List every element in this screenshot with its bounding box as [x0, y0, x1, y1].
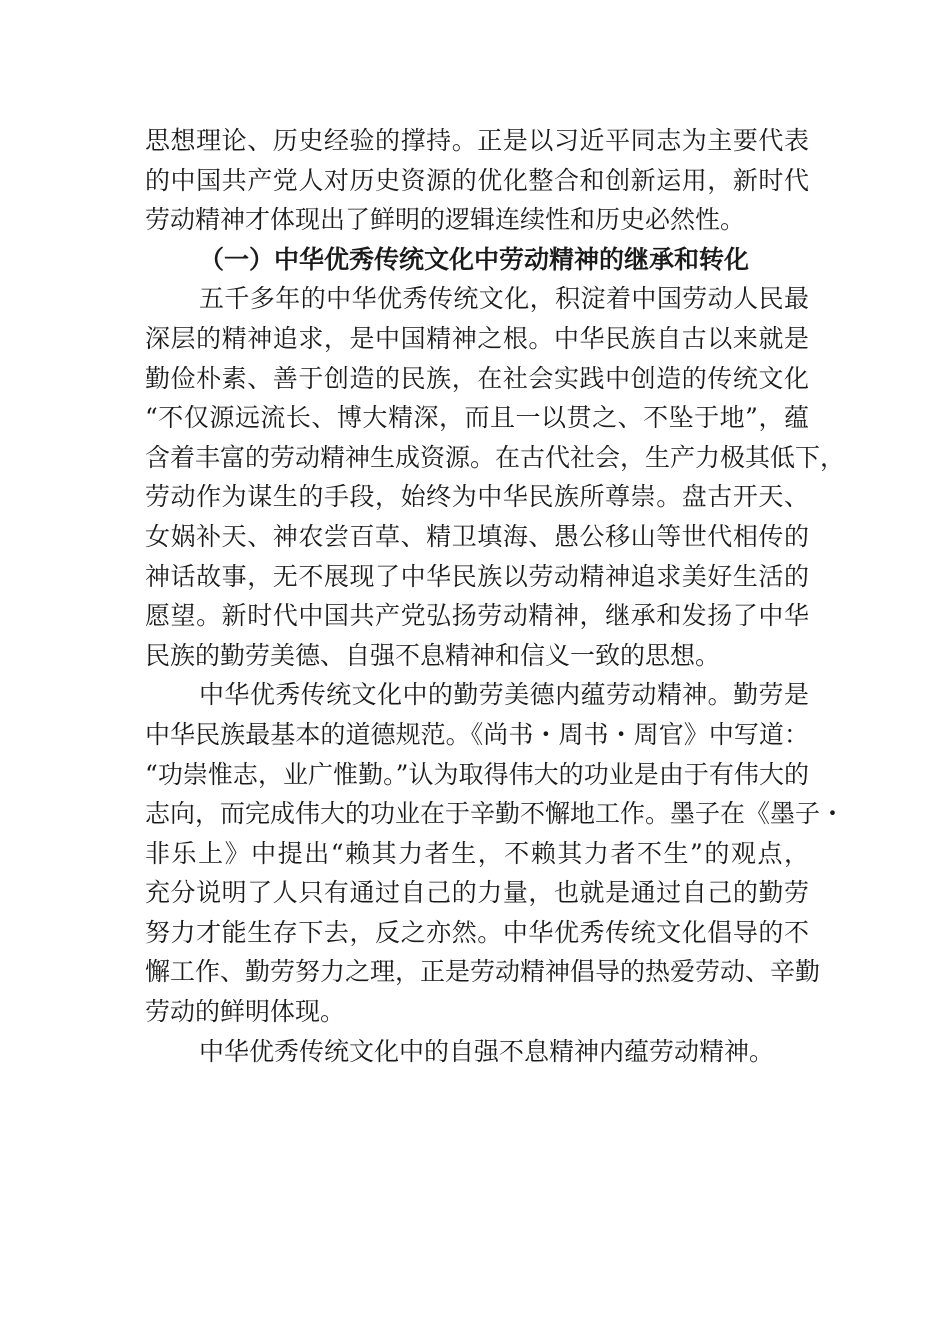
text-line: 五千多年的中华优秀传统文化，积淀着中国劳动人民最	[199, 284, 809, 314]
text-line: 充分说明了人只有通过自己的力量，也就是通过自己的勤劳	[145, 878, 809, 908]
text-line: “功崇惟志，业广惟勤。”认为取得伟大的功业是由于有伟大的	[145, 759, 809, 789]
text-line: 劳动的鲜明体现。	[145, 997, 346, 1027]
text-line: 勤俭朴素、善于创造的民族，在社会实践中创造的传统文化	[145, 363, 809, 393]
text-line: 劳动作为谋生的手段，始终为中华民族所尊崇。盘古开天、	[145, 482, 809, 512]
text-line: 中华优秀传统文化中的勤劳美德内蕴劳动精神。勤劳是	[199, 680, 809, 710]
text-line: 懈工作、勤劳努力之理，正是劳动精神倡导的热爱劳动、辛勤	[145, 957, 821, 987]
document-body	[145, 121, 846, 1071]
text-line: 思想理论、历史经验的撑持。正是以习近平同志为主要代表	[145, 126, 809, 155]
text-line: 神话故事，无不展现了中华民族以劳动精神追求美好生活的	[145, 561, 809, 591]
paragraph-traditional-culture	[145, 279, 846, 675]
text-line: 女娲补天、神农尝百草、精卫填海、愚公移山等世代相传的	[145, 521, 809, 551]
text-line: 愿望。新时代中国共产党弘扬劳动精神，继承和发扬了中华	[145, 601, 809, 631]
text-line: 中华民族最基本的道德规范。《尚书・周书・周官》中写道：	[145, 719, 809, 749]
text-line: 努力才能生存下去，反之亦然。中华优秀传统文化倡导的不	[145, 917, 809, 947]
text-line: 劳动精神才体现出了鲜明的逻辑连续性和历史必然性。	[145, 205, 746, 235]
section-heading: （一）中华优秀传统文化中劳动精神的继承和转化	[199, 244, 750, 274]
text-line: 志向，而完成伟大的功业在于辛勤不懈地工作。墨子在《墨子・	[145, 799, 846, 829]
text-line: 深层的精神追求，是中国精神之根。中华民族自古以来就是	[145, 323, 809, 353]
text-line: 中华优秀传统文化中的自强不息精神内蕴劳动精神。	[199, 1036, 775, 1066]
paragraph-diligence	[145, 675, 846, 1031]
text-line: 民族的勤劳美德、自强不息精神和信义一致的思想。	[145, 640, 721, 670]
text-line: 的中国共产党人对历史资源的优化整合和创新运用，新时代	[145, 165, 809, 195]
text-line: “不仅源远流长、博大精深，而且一以贯之、不坠于地”，蕴	[145, 403, 809, 433]
text-line: 含着丰富的劳动精神生成资源。在古代社会，生产力极其低下，	[145, 442, 846, 472]
text-line: 非乐上》中提出“赖其力者生，不赖其力者不生”的观点，	[145, 838, 809, 868]
paragraph-intro	[145, 121, 809, 240]
paragraph-self-improvement	[145, 1032, 809, 1072]
